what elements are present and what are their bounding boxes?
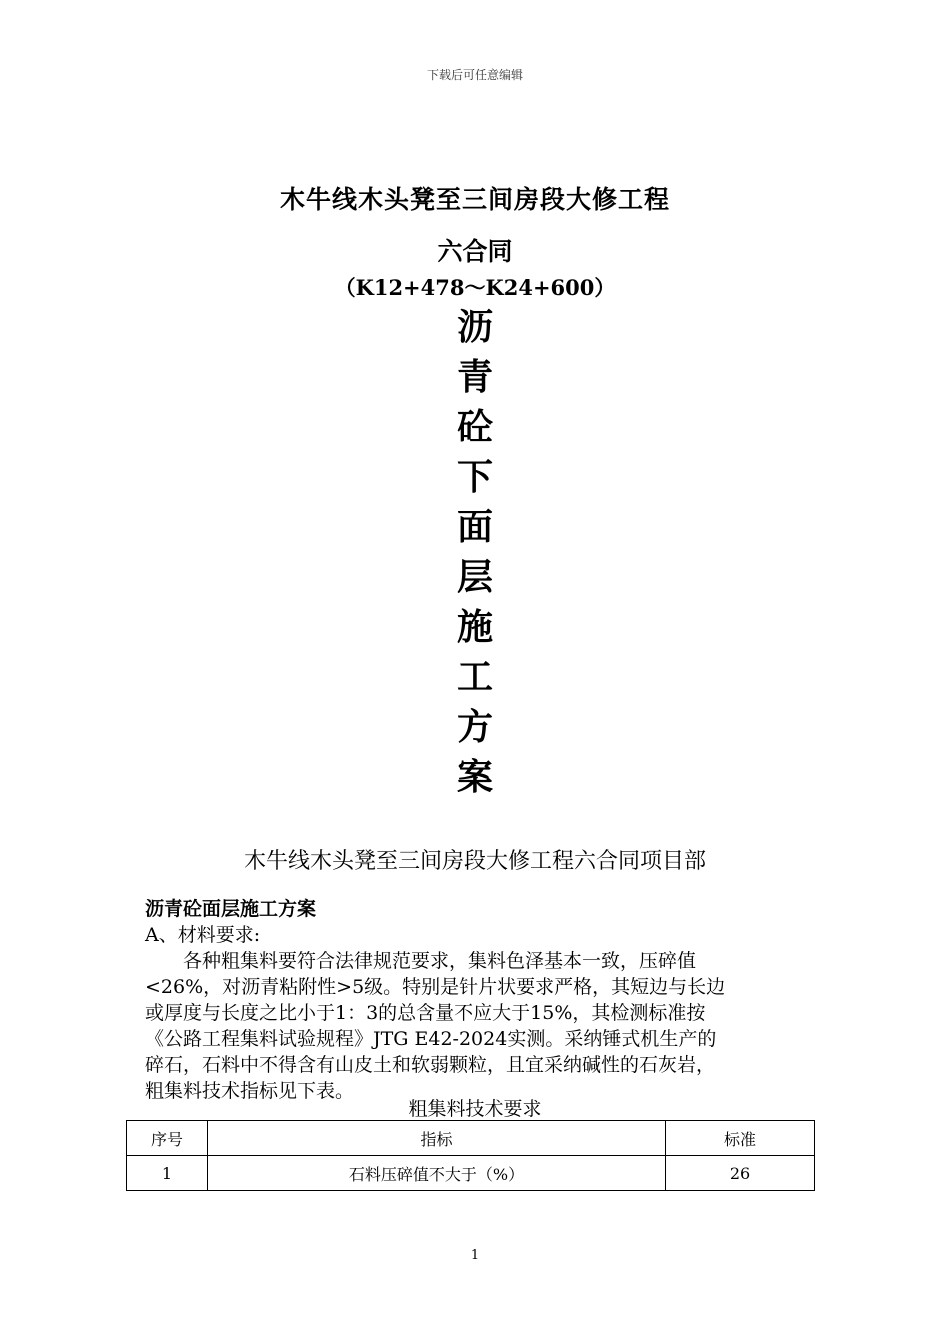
paragraph-line: 或厚度与长度之比小于1：3的总含量不应大于15%，其检测标准按 (145, 1002, 706, 1024)
document-title: 木牛线木头凳至三间房段大修工程 (279, 185, 670, 214)
material-requirements-paragraph (145, 948, 825, 1104)
section-body (145, 896, 825, 1104)
project-department: 木牛线木头凳至三间房段大修工程六合同项目部 (243, 849, 706, 874)
header-cell-standard: 标准 (666, 1121, 815, 1156)
vertical-title (440, 302, 510, 802)
section-subheading: A、材料要求: (145, 924, 261, 946)
vertical-char: 沥 (456, 306, 493, 348)
vertical-char: 案 (456, 756, 493, 798)
table-row (127, 1156, 815, 1191)
header-cell-index: 序号 (127, 1121, 208, 1156)
vertical-char: 工 (456, 656, 493, 698)
vertical-char: 层 (456, 556, 493, 598)
paragraph-line: 碎石，石料中不得含有山皮土和软弱颗粒，且宜采纳碱性的石灰岩， (145, 1054, 716, 1076)
vertical-char: 下 (456, 456, 493, 498)
vertical-char: 施 (456, 606, 493, 648)
vertical-char: 砼 (456, 406, 493, 448)
vertical-char: 方 (456, 706, 493, 748)
station-range: （K12+478～K24+600） (334, 275, 616, 300)
table-cell: 1 (127, 1156, 208, 1191)
paragraph-line: 各种粗集料要符合法律规范要求，集料色泽基本一致，压碎值 (183, 950, 697, 972)
table-header-row (127, 1121, 815, 1156)
paragraph-line: 粗集料技术指标见下表。 (145, 1080, 355, 1102)
section-heading: 沥青砼面层施工方案 (145, 898, 317, 920)
table-cell: 石料压碎值不大于（%） (208, 1156, 666, 1191)
page-number: 1 (470, 1248, 480, 1263)
vertical-char: 面 (456, 506, 493, 548)
header-cell-indicator: 指标 (208, 1121, 666, 1156)
paragraph-line: 《公路工程集料试验规程》JTG E42-2024实测。采纳锤式机生产的 (145, 1028, 717, 1050)
vertical-char: 青 (456, 356, 493, 398)
table-caption: 粗集料技术要求 (408, 1098, 542, 1120)
coarse-aggregate-table (126, 1120, 815, 1191)
paragraph-line: <26%，对沥青粘附性>5级。特别是针片状要求严格，其短边与长边 (145, 976, 726, 998)
contract-label: 六合同 (437, 237, 513, 266)
table-cell: 26 (666, 1156, 815, 1191)
header-note: 下载后可任意编辑 (426, 68, 523, 82)
